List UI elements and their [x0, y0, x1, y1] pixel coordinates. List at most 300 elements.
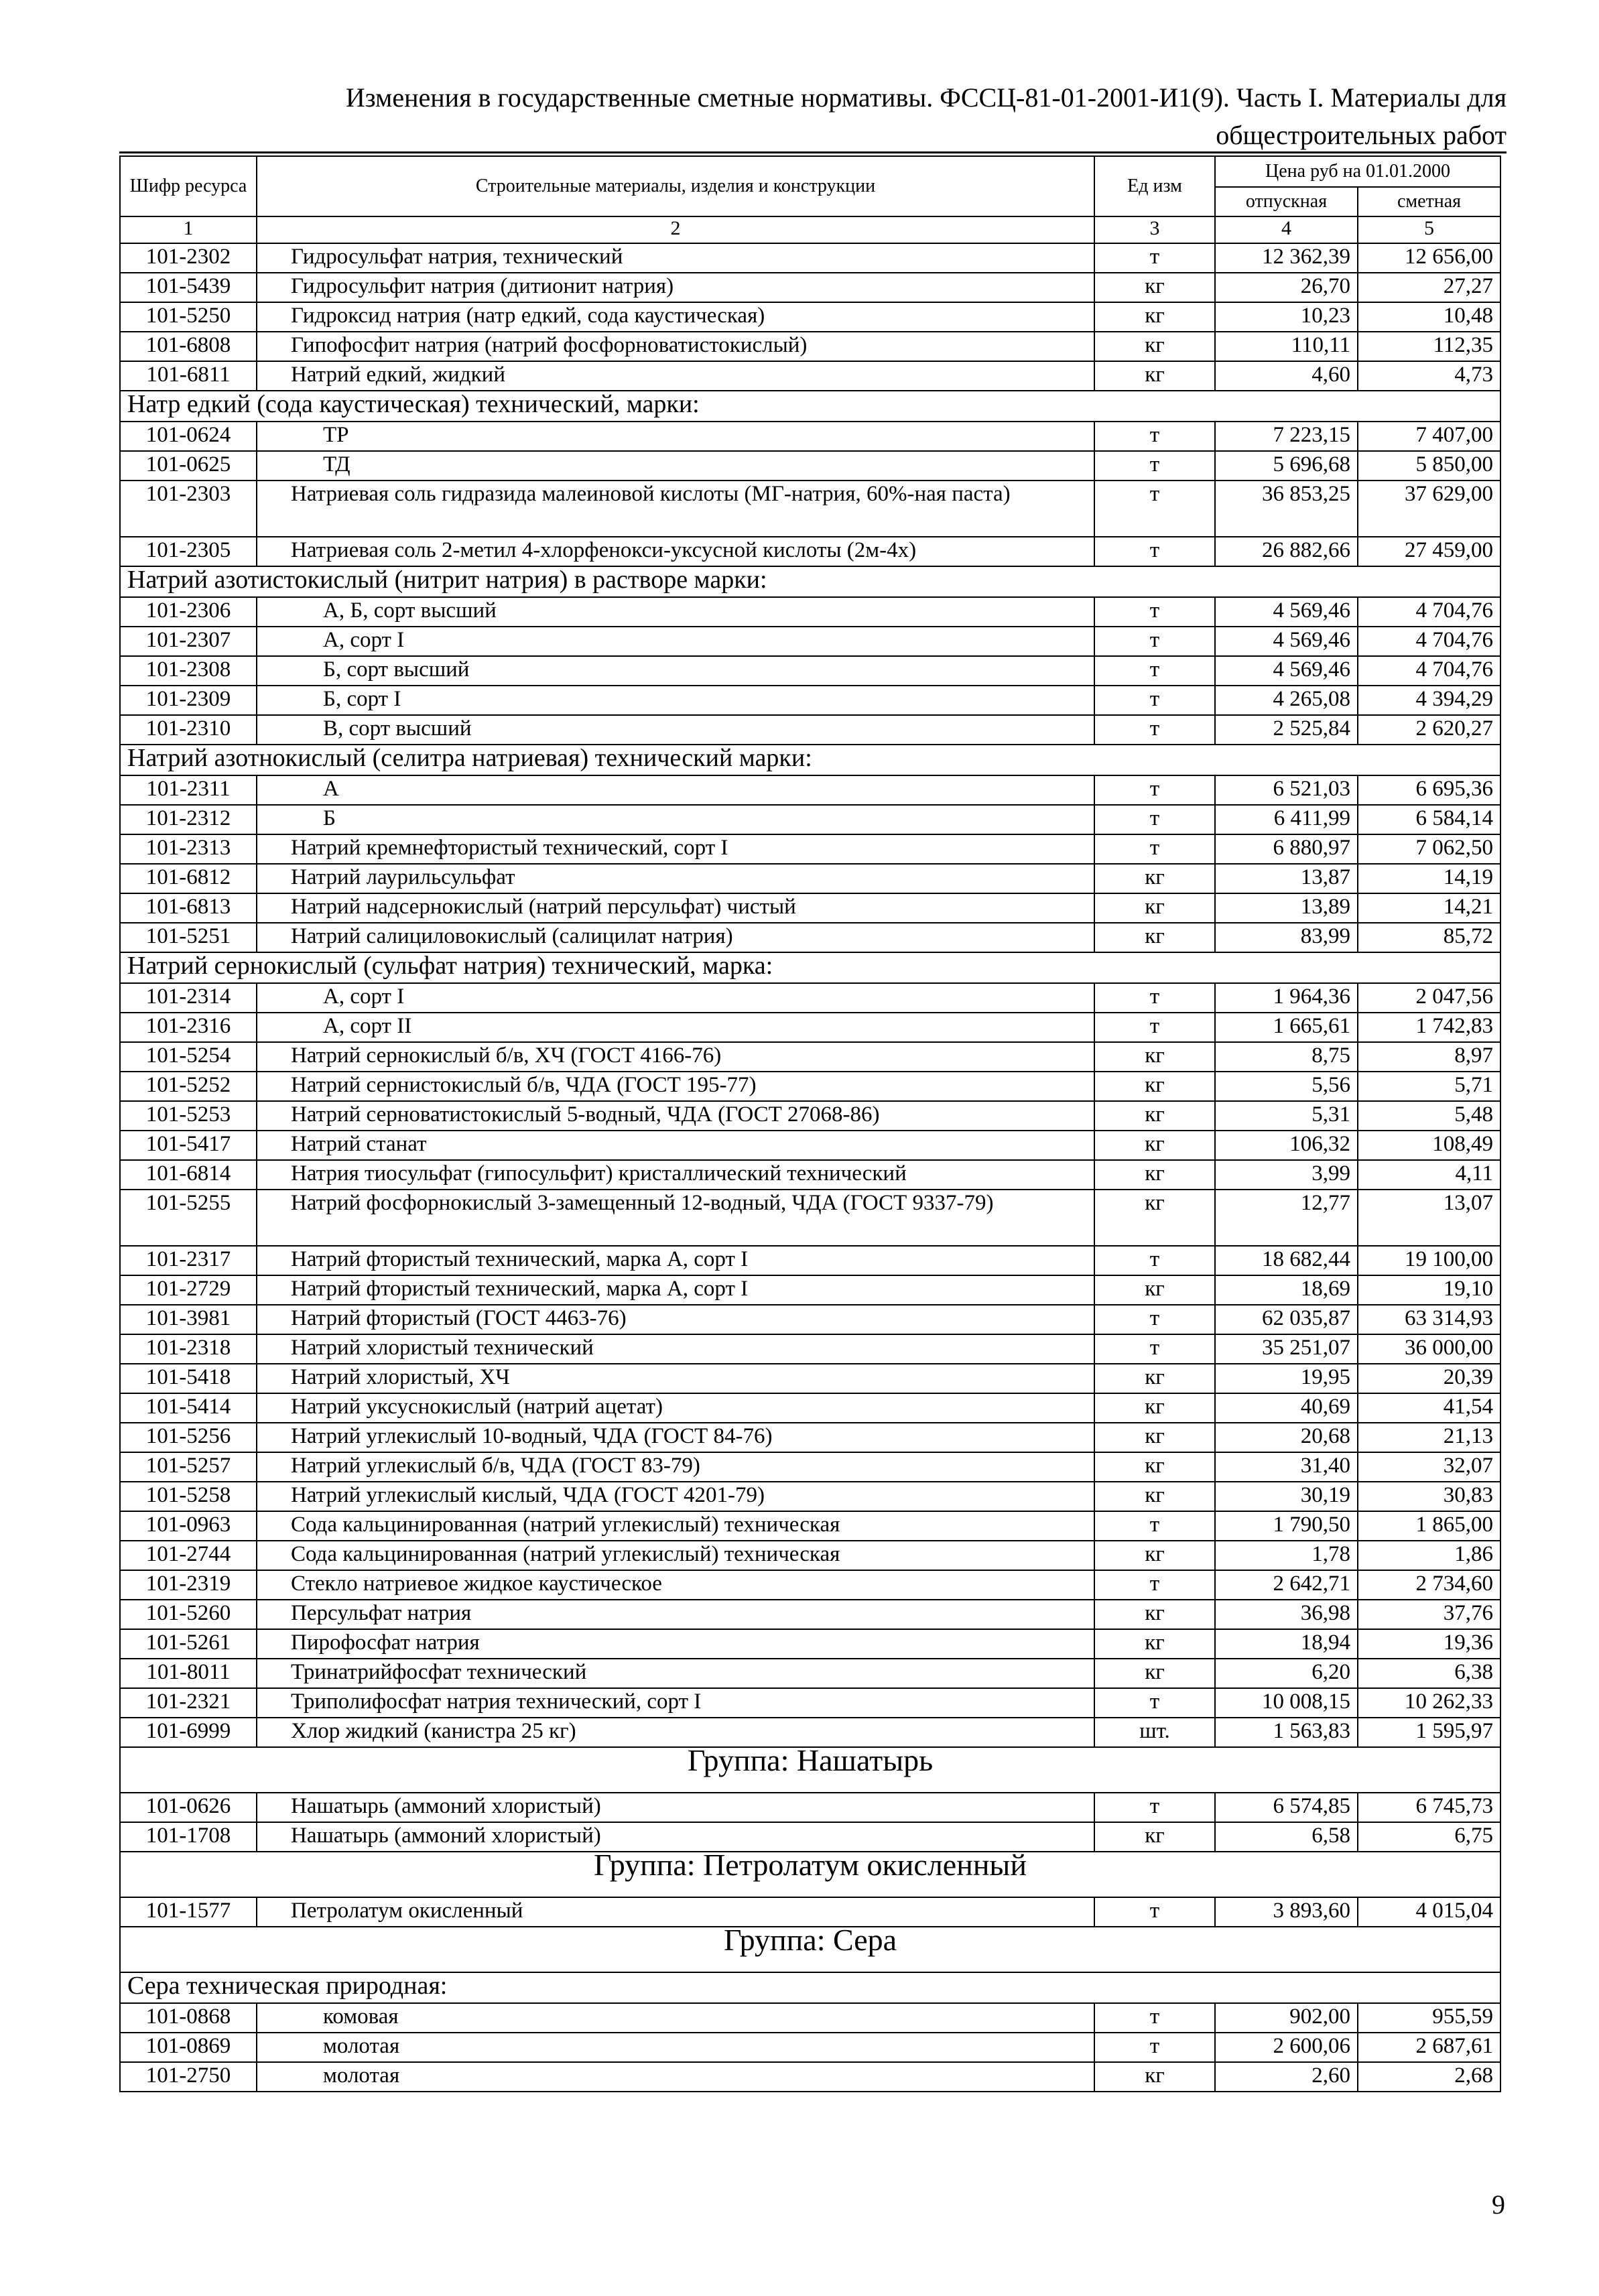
material-name: Петролатум окисленный [257, 1897, 1094, 1927]
unit-of-measure: т [1094, 805, 1215, 834]
price-sell: 3,99 [1215, 1160, 1358, 1190]
price-estimate: 63 314,93 [1358, 1305, 1500, 1334]
price-sell: 5,31 [1215, 1101, 1358, 1131]
material-name: молотая [257, 2062, 1094, 2092]
page-header-title: Изменения в государственные сметные нормативы. ФССЦ-81-01-2001-И1(9). Часть I. Материалы для общестроительных работ [345, 82, 1507, 150]
material-name: В, сорт высший [257, 715, 1094, 745]
table-row [120, 1452, 1500, 1482]
price-estimate: 4 394,29 [1358, 686, 1500, 715]
price-estimate: 1 742,83 [1358, 1013, 1500, 1042]
price-sell: 2 525,84 [1215, 715, 1358, 745]
column-header-price: Цена руб на 01.01.2000 [1215, 156, 1500, 187]
material-name: Натрий лаурильсульфат [257, 864, 1094, 893]
unit-of-measure: т [1094, 627, 1215, 656]
unit-of-measure: кг [1094, 1042, 1215, 1072]
unit-of-measure: кг [1094, 1072, 1215, 1101]
unit-of-measure: кг [1094, 893, 1215, 923]
unit-of-measure: кг [1094, 1629, 1215, 1659]
price-estimate: 2 047,56 [1358, 983, 1500, 1013]
resource-code: 101-2309 [120, 686, 257, 715]
price-estimate: 41,54 [1358, 1393, 1500, 1423]
material-name: Сода кальцинированная (натрий углекислый) техническая [257, 1511, 1094, 1541]
material-name: Натрий станат [257, 1131, 1094, 1160]
table-row [120, 1013, 1500, 1042]
price-sell: 18,69 [1215, 1275, 1358, 1305]
price-estimate: 2 620,27 [1358, 715, 1500, 745]
material-name: Нашатырь (аммоний хлористый) [257, 1822, 1094, 1852]
unit-of-measure: т [1094, 1246, 1215, 1275]
table-row [120, 1793, 1500, 1822]
column-number: 3 [1094, 216, 1215, 243]
material-name: Натрия тиосульфат (гипосульфит) кристаллический технический [257, 1160, 1094, 1190]
price-estimate: 20,39 [1358, 1364, 1500, 1393]
unit-of-measure: т [1094, 1897, 1215, 1927]
material-name: Гипофосфит натрия (натрий фосфорноватистокислый) [257, 332, 1094, 361]
material-name: Натрий фтористый (ГОСТ 4463-76) [257, 1305, 1094, 1334]
resource-code: 101-2319 [120, 1570, 257, 1600]
table-row [120, 1541, 1500, 1570]
material-name: молотая [257, 2033, 1094, 2062]
price-estimate: 6,75 [1358, 1822, 1500, 1852]
price-sell: 1 665,61 [1215, 1013, 1358, 1042]
table-row [120, 361, 1500, 391]
subgroup-title: Натрий азотистокислый (нитрит натрия) в растворе марки: [120, 566, 1500, 597]
material-name: Хлор жидкий (канистра 25 кг) [257, 1718, 1094, 1747]
resource-code: 101-5251 [120, 923, 257, 952]
table-row [120, 451, 1500, 481]
price-estimate: 30,83 [1358, 1482, 1500, 1511]
resource-code: 101-5439 [120, 273, 257, 302]
price-sell: 31,40 [1215, 1452, 1358, 1482]
resource-code: 101-2750 [120, 2062, 257, 2092]
table-row [120, 1718, 1500, 1747]
price-estimate: 19 100,00 [1358, 1246, 1500, 1275]
resource-code: 101-2311 [120, 775, 257, 805]
price-sell: 35 251,07 [1215, 1334, 1358, 1364]
resource-code: 101-0624 [120, 422, 257, 451]
resource-code: 101-6813 [120, 893, 257, 923]
group-title: Группа: Сера [120, 1927, 1500, 1972]
resource-code: 101-0869 [120, 2033, 257, 2062]
table-header [120, 156, 1500, 243]
material-name: Натриевая соль гидразида малеиновой кислоты (МГ-натрия, 60%-ная паста) [257, 481, 1094, 537]
price-sell: 2 642,71 [1215, 1570, 1358, 1600]
unit-of-measure: т [1094, 686, 1215, 715]
unit-of-measure: т [1094, 597, 1215, 627]
table-row [120, 422, 1500, 451]
column-number: 2 [257, 216, 1094, 243]
unit-of-measure: т [1094, 1013, 1215, 1042]
price-sell: 36,98 [1215, 1600, 1358, 1629]
subgroup-title: Сера техническая природная: [120, 1972, 1500, 2003]
material-name: Гидроксид натрия (натр едкий, сода каустическая) [257, 302, 1094, 332]
material-name: Натрий едкий, жидкий [257, 361, 1094, 391]
resource-code: 101-2308 [120, 656, 257, 686]
unit-of-measure: т [1094, 715, 1215, 745]
table-row [120, 805, 1500, 834]
price-sell: 6 880,97 [1215, 834, 1358, 864]
unit-of-measure: т [1094, 656, 1215, 686]
resource-code: 101-0963 [120, 1511, 257, 1541]
table-row [120, 686, 1500, 715]
unit-of-measure: кг [1094, 273, 1215, 302]
price-estimate: 108,49 [1358, 1131, 1500, 1160]
price-sell: 1 964,36 [1215, 983, 1358, 1013]
resource-code: 101-2306 [120, 597, 257, 627]
unit-of-measure: т [1094, 1334, 1215, 1364]
unit-of-measure: кг [1094, 1541, 1215, 1570]
price-sell: 6 574,85 [1215, 1793, 1358, 1822]
table-row [120, 1275, 1500, 1305]
resource-code: 101-5414 [120, 1393, 257, 1423]
resource-code: 101-2312 [120, 805, 257, 834]
price-estimate: 2,68 [1358, 2062, 1500, 2092]
table-row [120, 1570, 1500, 1600]
material-name: Сода кальцинированная (натрий углекислый) техническая [257, 1541, 1094, 1570]
table-row [120, 481, 1500, 537]
subgroup-title: Натрий азотнокислый (селитра натриевая) технический марки: [120, 745, 1500, 775]
unit-of-measure: т [1094, 775, 1215, 805]
price-estimate: 1,86 [1358, 1541, 1500, 1570]
price-sell: 4,60 [1215, 361, 1358, 391]
table-row [120, 2062, 1500, 2092]
unit-of-measure: кг [1094, 1423, 1215, 1452]
price-estimate: 19,36 [1358, 1629, 1500, 1659]
material-name: Персульфат натрия [257, 1600, 1094, 1629]
price-sell: 4 569,46 [1215, 656, 1358, 686]
price-sell: 110,11 [1215, 332, 1358, 361]
price-estimate: 4 704,76 [1358, 597, 1500, 627]
price-sell: 6,20 [1215, 1659, 1358, 1688]
material-name: Гидросульфат натрия, технический [257, 243, 1094, 273]
resource-code: 101-6808 [120, 332, 257, 361]
unit-of-measure: кг [1094, 1131, 1215, 1160]
price-estimate: 1 595,97 [1358, 1718, 1500, 1747]
page-number: 9 [1492, 2189, 1505, 2220]
resource-code: 101-2305 [120, 537, 257, 566]
price-estimate: 27 459,00 [1358, 537, 1500, 566]
table-row [120, 1305, 1500, 1334]
price-estimate: 6,38 [1358, 1659, 1500, 1688]
table-row [120, 597, 1500, 627]
unit-of-measure: т [1094, 2033, 1215, 2062]
resource-code: 101-2303 [120, 481, 257, 537]
group-title: Группа: Нашатырь [120, 1747, 1500, 1793]
header-divider [119, 151, 1507, 153]
material-name: ТД [257, 451, 1094, 481]
subgroup-header-row [120, 745, 1500, 775]
resource-code: 101-0868 [120, 2003, 257, 2033]
price-sell: 6 521,03 [1215, 775, 1358, 805]
column-number: 1 [120, 216, 257, 243]
material-name: А, сорт I [257, 627, 1094, 656]
table-row [120, 983, 1500, 1013]
unit-of-measure: кг [1094, 1393, 1215, 1423]
resource-code: 101-5252 [120, 1072, 257, 1101]
group-header-row [120, 1852, 1500, 1897]
material-name: Б, сорт I [257, 686, 1094, 715]
price-sell: 18,94 [1215, 1629, 1358, 1659]
resource-code: 101-5250 [120, 302, 257, 332]
price-estimate: 19,10 [1358, 1275, 1500, 1305]
resource-code: 101-2318 [120, 1334, 257, 1364]
unit-of-measure: т [1094, 537, 1215, 566]
unit-of-measure: кг [1094, 302, 1215, 332]
unit-of-measure: кг [1094, 1452, 1215, 1482]
table-row [120, 1393, 1500, 1423]
unit-of-measure: кг [1094, 1600, 1215, 1629]
material-name: ТР [257, 422, 1094, 451]
price-sell: 18 682,44 [1215, 1246, 1358, 1275]
material-name: А [257, 775, 1094, 805]
table-row [120, 864, 1500, 893]
price-sell: 8,75 [1215, 1042, 1358, 1072]
material-name: Натрий углекислый 10-водный, ЧДА (ГОСТ 84-76) [257, 1423, 1094, 1452]
material-name: Натрий уксуснокислый (натрий ацетат) [257, 1393, 1094, 1423]
table-row [120, 1042, 1500, 1072]
unit-of-measure: т [1094, 2003, 1215, 2033]
price-sell: 20,68 [1215, 1423, 1358, 1452]
resource-code: 101-0625 [120, 451, 257, 481]
table-row [120, 1160, 1500, 1190]
price-estimate: 12 656,00 [1358, 243, 1500, 273]
price-sell: 36 853,25 [1215, 481, 1358, 537]
resource-code: 101-1708 [120, 1822, 257, 1852]
price-estimate: 7 407,00 [1358, 422, 1500, 451]
price-sell: 1 563,83 [1215, 1718, 1358, 1747]
price-sell: 5 696,68 [1215, 451, 1358, 481]
material-name: Натрий серноватистокислый 5-водный, ЧДА (ГОСТ 27068-86) [257, 1101, 1094, 1131]
resource-code: 101-2321 [120, 1688, 257, 1718]
table-row [120, 893, 1500, 923]
price-estimate: 32,07 [1358, 1452, 1500, 1482]
price-estimate: 1 865,00 [1358, 1511, 1500, 1541]
column-header-code: Шифр ресурса [120, 156, 257, 216]
subgroup-header-row [120, 952, 1500, 983]
price-sell: 13,87 [1215, 864, 1358, 893]
subgroup-header-row [120, 1972, 1500, 2003]
material-name: Натриевая соль 2-метил 4-хлорфенокси-уксусной кислоты (2м-4х) [257, 537, 1094, 566]
column-header-name: Строительные материалы, изделия и конструкции [257, 156, 1094, 216]
price-sell: 26,70 [1215, 273, 1358, 302]
unit-of-measure: кг [1094, 332, 1215, 361]
price-sell: 30,19 [1215, 1482, 1358, 1511]
material-name: Натрий хлористый, ХЧ [257, 1364, 1094, 1393]
price-sell: 10 008,15 [1215, 1688, 1358, 1718]
price-sell: 5,56 [1215, 1072, 1358, 1101]
price-sell: 4 569,46 [1215, 597, 1358, 627]
unit-of-measure: кг [1094, 1101, 1215, 1131]
table-row [120, 1423, 1500, 1452]
material-name: Тринатрийфосфат технический [257, 1659, 1094, 1688]
material-name: Нашатырь (аммоний хлористый) [257, 1793, 1094, 1822]
price-estimate: 4 704,76 [1358, 656, 1500, 686]
price-estimate: 2 687,61 [1358, 2033, 1500, 2062]
table-row [120, 1659, 1500, 1688]
resource-code: 101-0626 [120, 1793, 257, 1822]
unit-of-measure: т [1094, 1305, 1215, 1334]
resource-code: 101-5261 [120, 1629, 257, 1659]
unit-of-measure: кг [1094, 1190, 1215, 1246]
table-row [120, 2033, 1500, 2062]
table-row [120, 775, 1500, 805]
price-sell: 1 790,50 [1215, 1511, 1358, 1541]
price-estimate: 6 584,14 [1358, 805, 1500, 834]
price-estimate: 14,21 [1358, 893, 1500, 923]
resource-code: 101-5418 [120, 1364, 257, 1393]
price-sell: 26 882,66 [1215, 537, 1358, 566]
price-sell: 902,00 [1215, 2003, 1358, 2033]
material-name: Пирофосфат натрия [257, 1629, 1094, 1659]
table-body [120, 243, 1500, 2092]
price-sell: 1,78 [1215, 1541, 1358, 1570]
resource-code: 101-5417 [120, 1131, 257, 1160]
material-name: Гидросульфит натрия (дитионит натрия) [257, 273, 1094, 302]
unit-of-measure: т [1094, 422, 1215, 451]
resource-code: 101-5255 [120, 1190, 257, 1246]
material-name: Натрий салициловокислый (салицилат натрия) [257, 923, 1094, 952]
resource-code: 101-6999 [120, 1718, 257, 1747]
price-estimate: 10,48 [1358, 302, 1500, 332]
resource-code: 101-6814 [120, 1160, 257, 1190]
unit-of-measure: кг [1094, 1160, 1215, 1190]
price-estimate: 7 062,50 [1358, 834, 1500, 864]
unit-of-measure: т [1094, 481, 1215, 537]
material-name: Натрий сернокислый б/в, ХЧ (ГОСТ 4166-76) [257, 1042, 1094, 1072]
resource-code: 101-5256 [120, 1423, 257, 1452]
price-estimate: 6 695,36 [1358, 775, 1500, 805]
price-estimate: 5,71 [1358, 1072, 1500, 1101]
price-estimate: 13,07 [1358, 1190, 1500, 1246]
price-sell: 19,95 [1215, 1364, 1358, 1393]
resource-code: 101-6812 [120, 864, 257, 893]
table-row [120, 1364, 1500, 1393]
material-name: Натрий фосфорнокислый 3-замещенный 12-водный, ЧДА (ГОСТ 9337-79) [257, 1190, 1094, 1246]
price-sell: 106,32 [1215, 1131, 1358, 1160]
resource-code: 101-6811 [120, 361, 257, 391]
price-estimate: 4,11 [1358, 1160, 1500, 1190]
price-sell: 4 265,08 [1215, 686, 1358, 715]
unit-of-measure: кг [1094, 1364, 1215, 1393]
table-row [120, 656, 1500, 686]
table-row [120, 834, 1500, 864]
subgroup-title: Натр едкий (сода каустическая) технический, марки: [120, 391, 1500, 422]
price-estimate: 5 850,00 [1358, 451, 1500, 481]
subgroup-header-row [120, 566, 1500, 597]
table-row [120, 1897, 1500, 1927]
table-row [120, 1246, 1500, 1275]
material-name: Натрий углекислый кислый, ЧДА (ГОСТ 4201-79) [257, 1482, 1094, 1511]
column-header-price-sell: отпускная [1215, 187, 1358, 216]
price-estimate: 955,59 [1358, 2003, 1500, 2033]
price-estimate: 14,19 [1358, 864, 1500, 893]
price-sell: 2,60 [1215, 2062, 1358, 2092]
material-name: А, Б, сорт высший [257, 597, 1094, 627]
price-estimate: 4,73 [1358, 361, 1500, 391]
unit-of-measure: т [1094, 451, 1215, 481]
material-name: Б, сорт высший [257, 656, 1094, 686]
unit-of-measure: кг [1094, 1275, 1215, 1305]
table-row [120, 1072, 1500, 1101]
material-name: А, сорт II [257, 1013, 1094, 1042]
resource-code: 101-5253 [120, 1101, 257, 1131]
resource-code: 101-3981 [120, 1305, 257, 1334]
resource-code: 101-5260 [120, 1600, 257, 1629]
price-estimate: 21,13 [1358, 1423, 1500, 1452]
material-name: А, сорт I [257, 983, 1094, 1013]
resource-code: 101-2317 [120, 1246, 257, 1275]
unit-of-measure: т [1094, 1511, 1215, 1541]
table-row [120, 1101, 1500, 1131]
unit-of-measure: шт. [1094, 1718, 1215, 1747]
price-estimate: 8,97 [1358, 1042, 1500, 1072]
column-number: 4 [1215, 216, 1358, 243]
price-estimate: 37,76 [1358, 1600, 1500, 1629]
table-row [120, 1688, 1500, 1718]
price-estimate: 4 015,04 [1358, 1897, 1500, 1927]
price-sell: 6,58 [1215, 1822, 1358, 1852]
material-name: Натрий фтористый технический, марка А, сорт I [257, 1246, 1094, 1275]
resource-code: 101-2316 [120, 1013, 257, 1042]
resource-code: 101-5258 [120, 1482, 257, 1511]
table-row [120, 1334, 1500, 1364]
table-row [120, 1190, 1500, 1246]
unit-of-measure: кг [1094, 864, 1215, 893]
resource-code: 101-8011 [120, 1659, 257, 1688]
unit-of-measure: т [1094, 243, 1215, 273]
material-name: Триполифосфат натрия технический, сорт I [257, 1688, 1094, 1718]
unit-of-measure: т [1094, 983, 1215, 1013]
material-name: Натрий сернистокислый б/в, ЧДА (ГОСТ 195-77) [257, 1072, 1094, 1101]
price-sell: 12,77 [1215, 1190, 1358, 1246]
price-estimate: 2 734,60 [1358, 1570, 1500, 1600]
subgroup-title: Натрий сернокислый (сульфат натрия) технический, марка: [120, 952, 1500, 983]
resource-code: 101-5254 [120, 1042, 257, 1072]
table-row [120, 1629, 1500, 1659]
unit-of-measure: т [1094, 834, 1215, 864]
price-sell: 12 362,39 [1215, 243, 1358, 273]
group-title: Группа: Петролатум окисленный [120, 1852, 1500, 1897]
price-estimate: 10 262,33 [1358, 1688, 1500, 1718]
price-sell: 62 035,87 [1215, 1305, 1358, 1334]
unit-of-measure: кг [1094, 1659, 1215, 1688]
column-header-unit: Ед изм [1094, 156, 1215, 216]
price-sell: 3 893,60 [1215, 1897, 1358, 1927]
table-row [120, 715, 1500, 745]
price-sell: 7 223,15 [1215, 422, 1358, 451]
price-table [119, 155, 1501, 2092]
table-row [120, 1482, 1500, 1511]
material-name: Б [257, 805, 1094, 834]
resource-code: 101-2307 [120, 627, 257, 656]
column-number: 5 [1358, 216, 1500, 243]
unit-of-measure: кг [1094, 1822, 1215, 1852]
price-sell: 6 411,99 [1215, 805, 1358, 834]
table-row [120, 1600, 1500, 1629]
resource-code: 101-2313 [120, 834, 257, 864]
table-row [120, 1511, 1500, 1541]
price-sell: 2 600,06 [1215, 2033, 1358, 2062]
column-header-price-estimate: сметная [1358, 187, 1500, 216]
price-sell: 83,99 [1215, 923, 1358, 952]
price-estimate: 6 745,73 [1358, 1793, 1500, 1822]
resource-code: 101-2314 [120, 983, 257, 1013]
material-name: Стекло натриевое жидкое каустическое [257, 1570, 1094, 1600]
table-row [120, 1131, 1500, 1160]
material-name: Натрий надсернокислый (натрий персульфат) чистый [257, 893, 1094, 923]
price-estimate: 5,48 [1358, 1101, 1500, 1131]
resource-code: 101-2310 [120, 715, 257, 745]
